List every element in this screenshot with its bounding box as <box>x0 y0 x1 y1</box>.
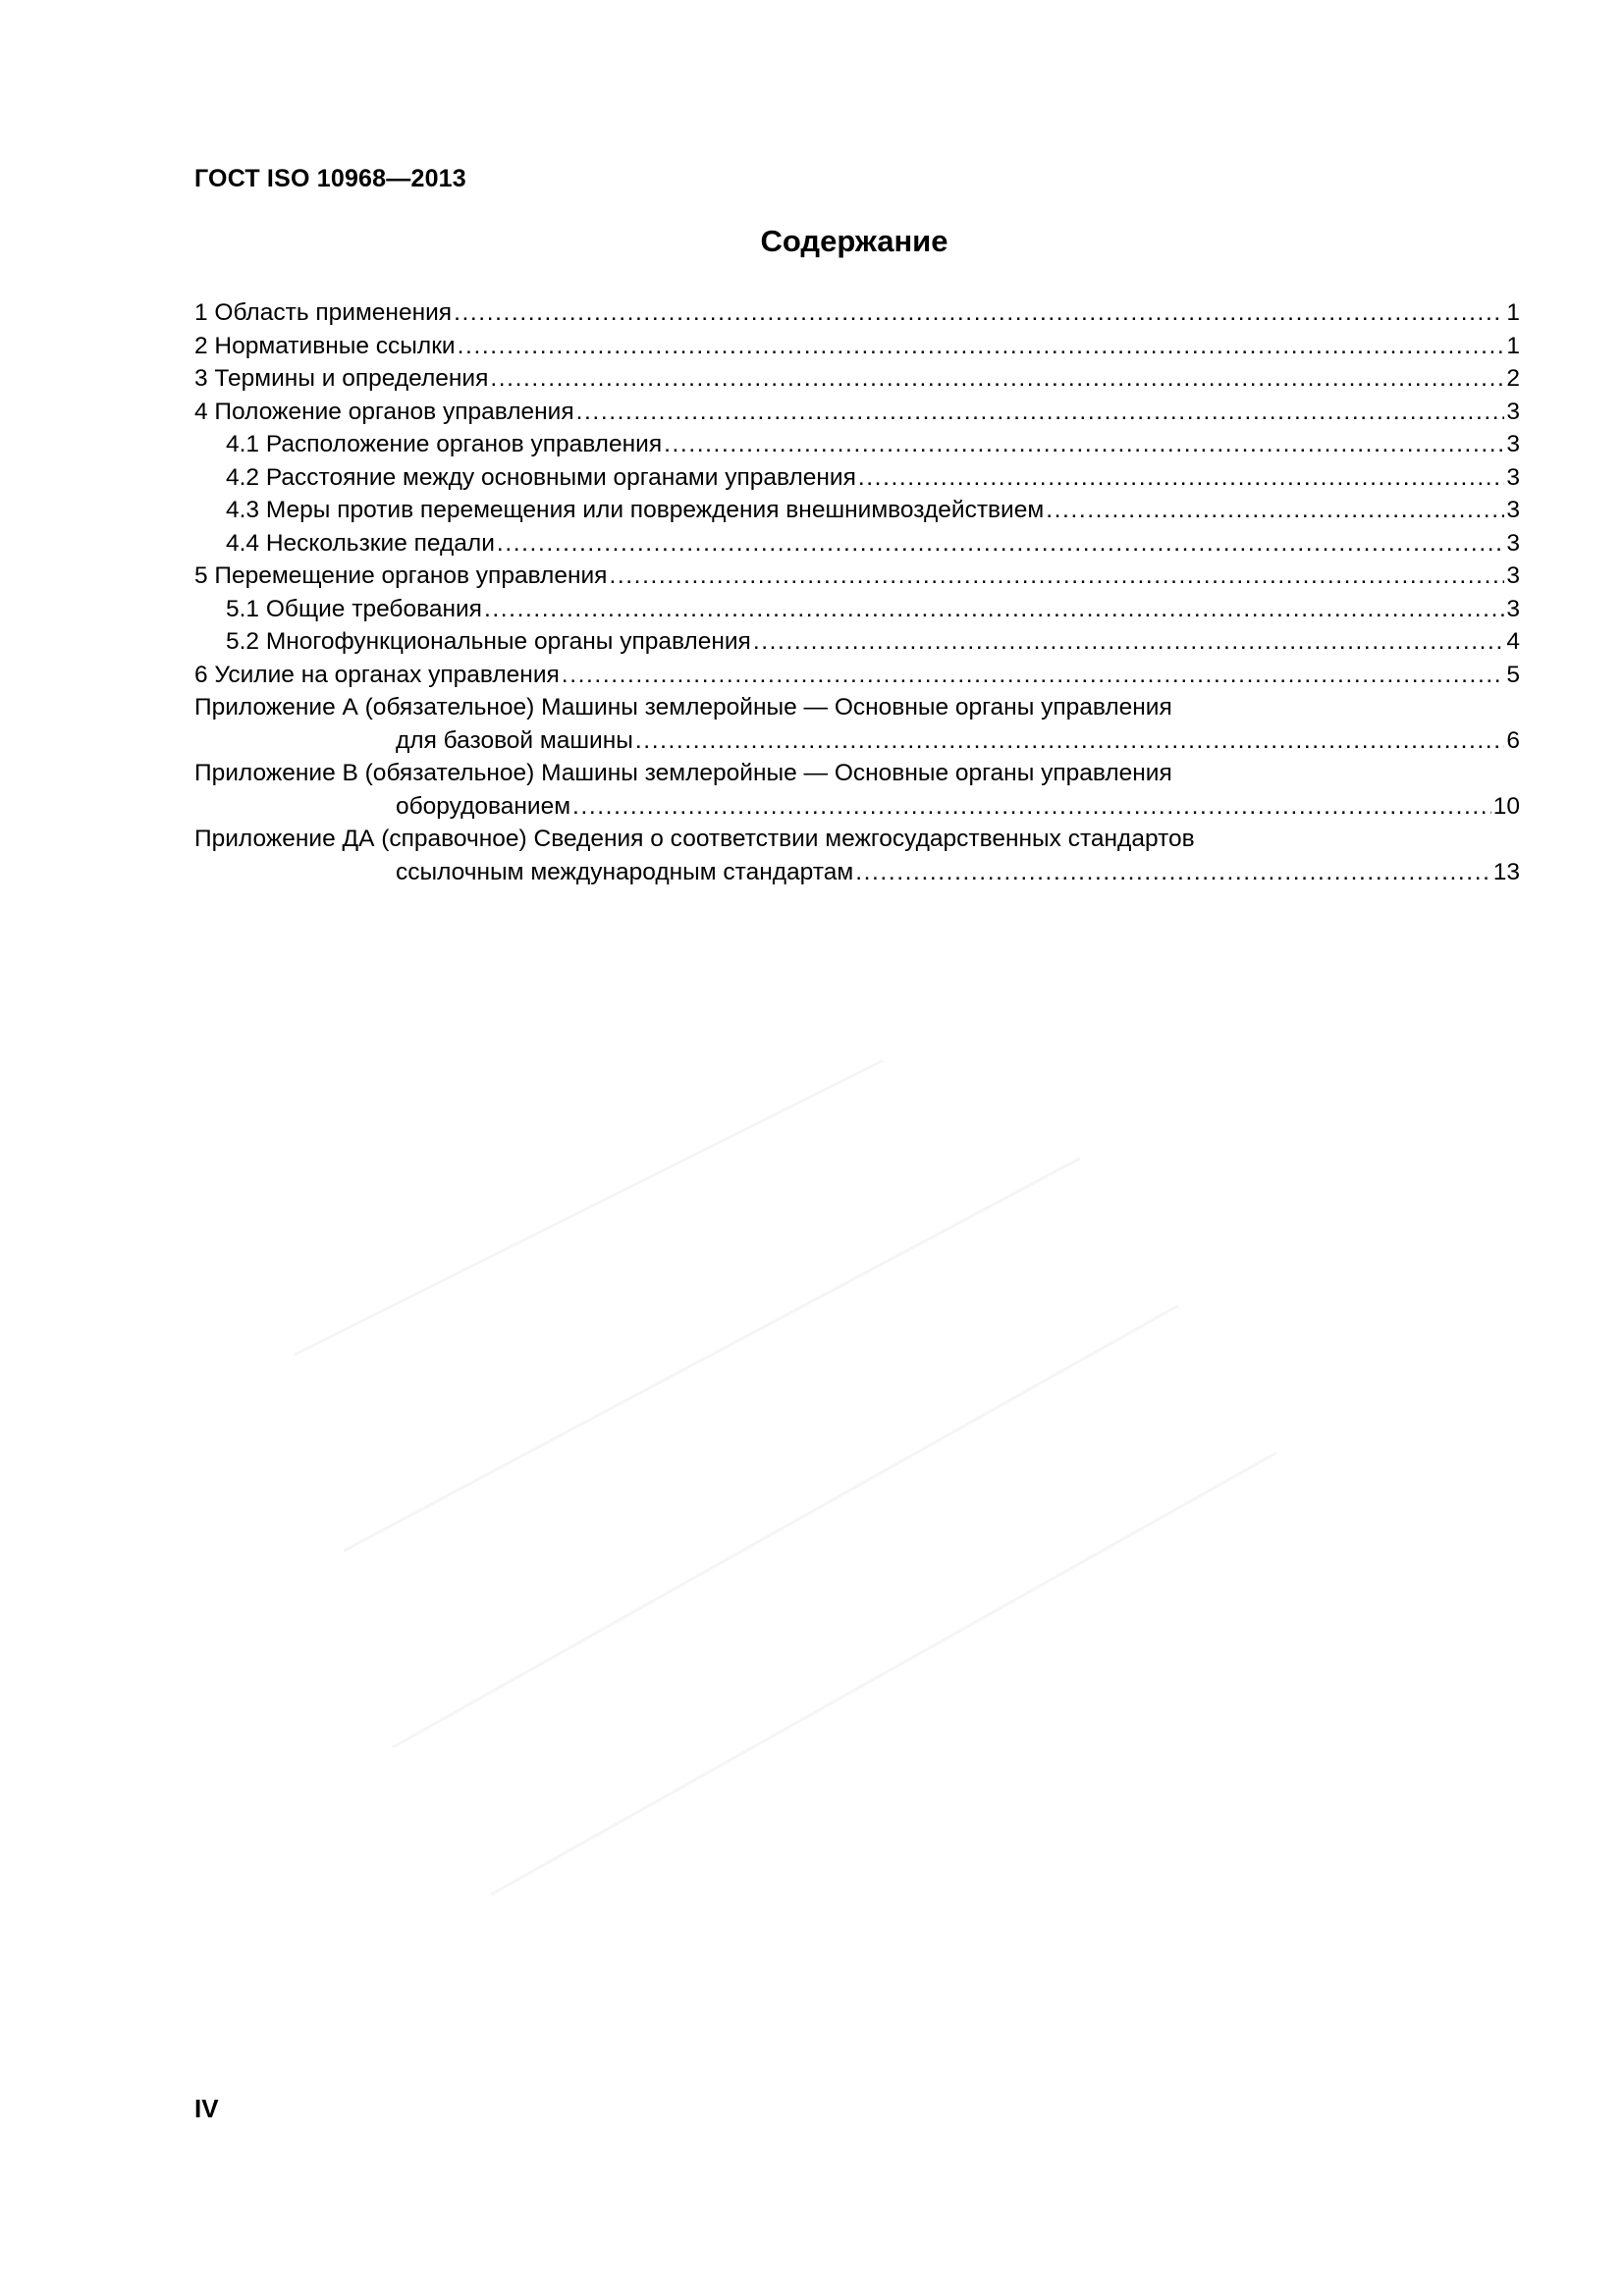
toc-leader-dots <box>458 330 1504 363</box>
toc-entry-text: 4.3 Меры против перемещения или повреждения внешнимвоздействием <box>226 494 1046 527</box>
toc-page-number: 13 <box>1492 858 1520 885</box>
toc-entry-4[interactable] <box>194 396 1520 429</box>
toc-entry-1[interactable] <box>194 296 1520 330</box>
toc-page-number: 4 <box>1506 628 1520 655</box>
toc-entry-text: 5.2 Многофункциональные органы управления <box>226 625 753 659</box>
toc-leader-dots <box>497 527 1504 561</box>
toc-leader-dots <box>858 461 1504 495</box>
toc-page-number: 3 <box>1506 398 1520 425</box>
toc-page-number: 3 <box>1506 431 1520 457</box>
toc-entry-appendix-a[interactable] <box>194 691 1520 757</box>
toc-entry-text-cont: для базовой машины <box>396 724 635 758</box>
toc-page-number: 3 <box>1506 497 1520 523</box>
toc-entry-4-2[interactable] <box>194 461 1520 495</box>
toc-entry-2[interactable] <box>194 330 1520 363</box>
toc-page-number: 1 <box>1506 332 1520 359</box>
toc-leader-dots <box>490 362 1504 396</box>
toc-leader-dots <box>1046 494 1504 527</box>
toc-title: Содержание <box>760 224 948 258</box>
toc-page-number: 1 <box>1506 299 1520 326</box>
toc-leader-dots <box>484 593 1504 626</box>
toc-page-number: 2 <box>1506 365 1520 392</box>
toc-entry-4-3[interactable] <box>194 494 1520 527</box>
toc-entry-continuation <box>194 856 1520 889</box>
toc-leader-dots <box>576 396 1504 429</box>
toc-leader-dots <box>454 296 1504 330</box>
document-code: ГОСТ ISO 10968—2013 <box>194 165 466 192</box>
toc-page-number: 10 <box>1492 792 1520 820</box>
toc-entry-text: Приложение А (обязательное) Машины землеройные — Основные органы управления <box>194 694 1172 721</box>
toc-page-number: 3 <box>1506 529 1520 557</box>
page-number: IV <box>194 2094 219 2123</box>
toc-entry-5[interactable] <box>194 560 1520 593</box>
toc-entry-6[interactable] <box>194 659 1520 692</box>
toc-entry-text: 4.4 Нескользкие педали <box>226 527 497 561</box>
toc-entry-text: Приложение ДА (справочное) Сведения о соответствии межгосударственных стандартов <box>194 826 1195 852</box>
toc-entry-text: 2 Нормативные ссылки <box>194 330 458 363</box>
toc-entry-text: 3 Термины и определения <box>194 362 490 396</box>
toc-entry-text-cont: ссылочным международным стандартам <box>396 856 855 889</box>
toc-page-number: 6 <box>1506 726 1520 754</box>
toc-entry-continuation <box>194 790 1520 824</box>
toc-leader-dots <box>855 856 1491 889</box>
toc-entry-text: 4.1 Расположение органов управления <box>226 428 664 461</box>
toc-leader-dots <box>753 625 1504 659</box>
toc-leader-dots <box>635 724 1504 758</box>
toc-page-number: 3 <box>1506 463 1520 491</box>
toc-entry-4-4[interactable] <box>194 527 1520 561</box>
toc-leader-dots <box>664 428 1504 461</box>
toc-entry-appendix-da[interactable] <box>194 823 1520 888</box>
toc-entry-text: 4.2 Расстояние между основными органами управления <box>226 461 858 495</box>
toc-entry-text: Приложение В (обязательное) Машины землеройные — Основные органы управления <box>194 760 1172 786</box>
toc-entry-text: 5.1 Общие требования <box>226 593 484 626</box>
toc-page-number: 5 <box>1506 661 1520 688</box>
toc-entry-text: 1 Область применения <box>194 296 454 330</box>
toc-page-number: 3 <box>1506 595 1520 622</box>
toc-entry-4-1[interactable] <box>194 428 1520 461</box>
watermark-background <box>295 1060 1276 1944</box>
toc-entry-3[interactable] <box>194 362 1520 396</box>
toc-entry-5-1[interactable] <box>194 593 1520 626</box>
toc-leader-dots <box>562 659 1504 692</box>
toc-entry-5-2[interactable] <box>194 625 1520 659</box>
toc-entry-text-cont: оборудованием <box>396 790 572 824</box>
toc-entry-appendix-b[interactable] <box>194 757 1520 823</box>
toc-entry-text: 6 Усилие на органах управления <box>194 659 562 692</box>
toc-leader-dots <box>572 790 1491 824</box>
toc-entry-text: 4 Положение органов управления <box>194 396 576 429</box>
toc-entry-text: 5 Перемещение органов управления <box>194 560 609 593</box>
toc-leader-dots <box>609 560 1504 593</box>
toc-page-number: 3 <box>1506 562 1520 589</box>
toc-entry-continuation <box>194 724 1520 758</box>
table-of-contents <box>194 296 1520 888</box>
